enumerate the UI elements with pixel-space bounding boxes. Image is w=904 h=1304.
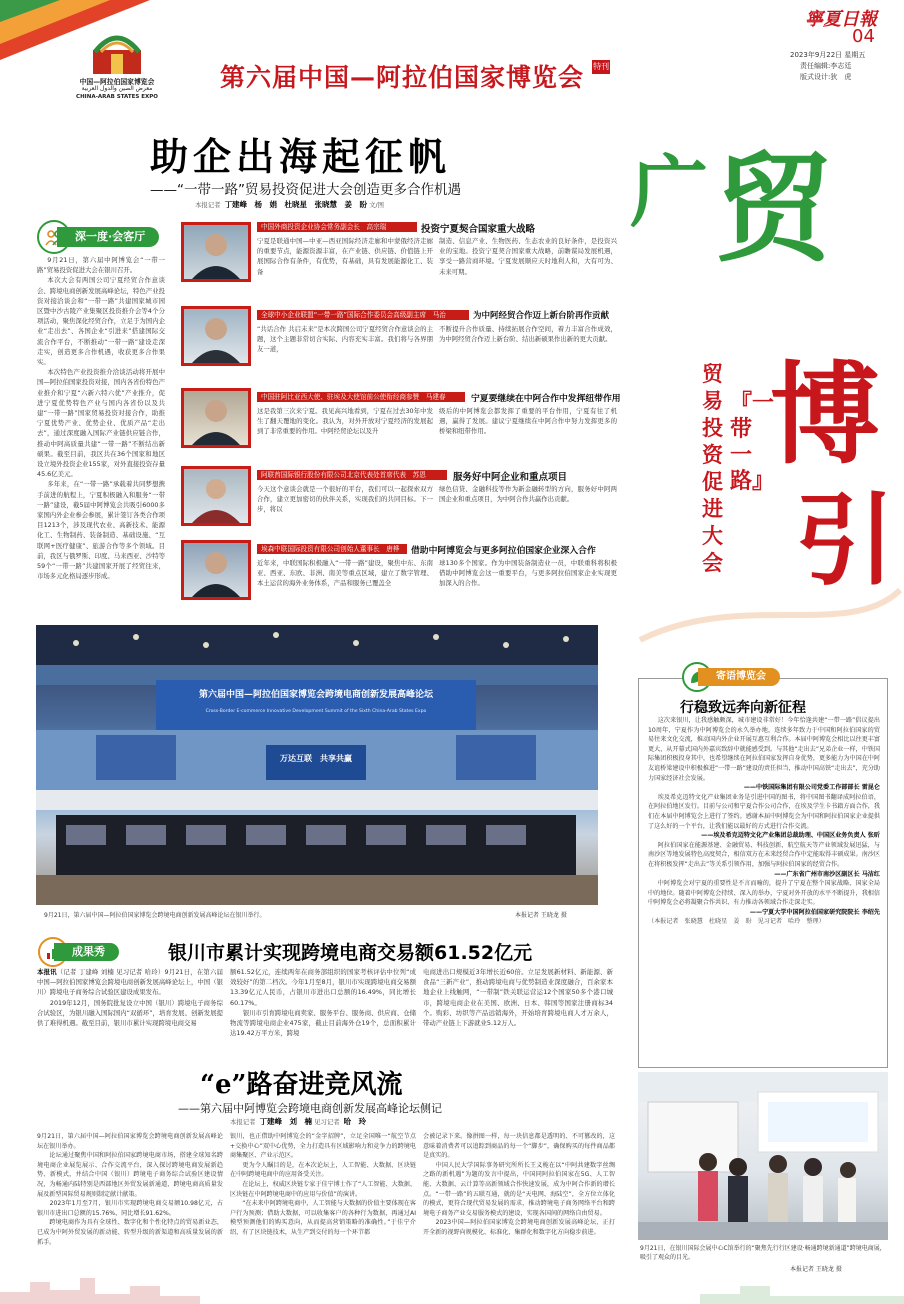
sidebar-sig-3: ——广东省广州市南沙区副区长 马洁红 (774, 870, 880, 878)
lead-para-1: 9月21日，第六届中阿博览会“一带一路”贸易投资促进大会在银川召开。 (37, 256, 165, 275)
logo-ar: معرض الصين والدول العربية (81, 85, 153, 92)
char-mao: 贸 (715, 139, 834, 278)
interview-3-right: 级后的中阿博览会都发挥了重要的平台作用，宁夏有往了机遇，赢得了发展。建议宁夏继续在中阿合作中努力发挥更多的桥梁和纽带作用。 (439, 407, 617, 436)
interview-1-right: 制造、信息产业、生物医药、生态农业的良好条件，是投资兴业的宝地。投资宁夏契合国家重大战略，前瞻谋局发展机遇，享受一路营商环境。宁夏发展顺应天时地利人和，大有可为、未来可期。 (439, 237, 617, 276)
lead-title: 助企出海起征帆 (150, 134, 452, 179)
interview-2-right: 不断提升合作质量、持续拓展合作空间，着力丰富合作成效，为中阿经贸合作迈上新台阶、结出新硕果作出新的更大贡献。 (439, 325, 617, 344)
sidebar-credit: （本报记者 张晓慧 杜晓星 姜 盼 见习记者 哈玲 整理） (648, 918, 825, 926)
sidebar-section-label: 寄语博览会 (698, 668, 780, 686)
portrait-1 (181, 222, 251, 282)
page-number: 04 (852, 26, 875, 47)
sidebar-text-2: 埃及希克迈特文化产业集团业务是引进中国的图书，将中国图书翻译成阿拉伯语，在阿拉伯地区发行。目前与公司和宁夏合作公司合作，在埃及学生卡书籍方面合作，我们在本届中阿博览会上进行了签约。感谢本届中阿博览会为中国和阿拉伯国家企业提供了这么好的一个平台，让我们能以最好的方式进行合作交流。 (648, 793, 880, 830)
a3-byline-last: 哈 玲 (343, 1117, 367, 1126)
portrait-2 (181, 306, 251, 366)
screen-bottom-text: 万达互联 共享共赢 (280, 754, 352, 763)
portrait-5 (181, 540, 251, 600)
interview-1 (181, 222, 618, 304)
expo-title-text: 第六届中国—阿拉伯国家博览会 (220, 63, 585, 92)
interview-2-left: “共话合作 共启未来”是本次跨国公司宁夏经贸合作意谈会的主题，这个主题非常切合实际、内容充实丰富。我们将与各界朋友一道， (257, 325, 433, 354)
interview-5-head: 借助中阿博览会与更多阿拉伯国家企业深入合作 (411, 546, 596, 556)
person-icon (184, 469, 248, 523)
interview-4-head: 服务好中阿企业和重点项目 (453, 472, 568, 483)
interview-3 (181, 388, 621, 464)
designer: 版式设计:狄 虎 (800, 73, 852, 81)
lead-para-4: 多年来，在“一带一路”承载着共同梦想携手前进的航程上，宁夏积极融入和服务“一带一路”建设，截5届中阿博览会共吸引6000多家国内外企业参会参展，累计签订各类合作项目1213个，涉及现代农业、高新技术、能源化工、生物制药、装备制造、基础设施、“互联网+医疗健康”、旅游合作等多个领域。目前，我区与俄罗斯、印度、马来西亚、沙特等59个“一带一路”共建国家开展了经贸往来，市场多元化格局逐步形成。 (37, 480, 165, 581)
showcase-col-1 (37, 967, 223, 1047)
person-icon (184, 543, 248, 597)
footer-skyline (0, 1264, 904, 1304)
interview-1-head: 投资宁夏契合国家重大战略 (421, 224, 536, 235)
byline-prefix: 本报记者 (195, 201, 221, 209)
interview-4-left: 今天这个意谈会就是一个很好的平台，我们可以一起探索双方合作，建立更加密切的伙伴关系，实现我们的共同目标。下一步，将以 (257, 485, 433, 514)
exhibition-illustration (638, 1072, 888, 1240)
showcase-title: 银川市累计实现跨境电商交易额61.52亿元 (168, 942, 533, 964)
expo-title (220, 58, 610, 94)
sidebar-body (648, 716, 880, 1066)
forum-photo (36, 625, 598, 905)
showcase-col-3: 电商进出口规模近3年增长近60倍。立足发展新材料、新能源、新食品“三新产业”，推动跨境电商与优势制造业深度融合，百余家本地企业上线触网，“一带制”铁关联运营运12个国家50多个港口城市，跨境电商企业在美国、欧洲、日本、韩国等国家注册商标34个。购彩、坊织等产品远销海外，开始培育跨境电商人才万余人，带动产业链上下游就业5.12万人。 (423, 968, 613, 1028)
photo1-caption: 9月21日，第六届中国—阿拉伯国家博览会跨境电商创新发展高峰论坛在银川举行。 (44, 912, 266, 919)
photo2-credit: 本报记者 王晓龙 摄 (790, 1266, 842, 1273)
char-yin: 引 (795, 481, 895, 599)
lead-byline (195, 199, 384, 210)
interview-2 (181, 306, 618, 382)
lead-para-3: 本次特色产业投资推介洽谈活动将开展中国—阿拉伯国家投资对接，国内各省份特色产业推介和宁夏“六新六特六优”产业推介，促进宁夏优势特色产业与国内各省份以及共建“一带一路”国家贸易投资对接合作，助推宁夏优势产业、优势企业、优质产品“走出去”，通过深度融入国际产业链供应链合作，推动中阿高质量共建“一带一路”不断结出新硕果。截至目前，我区共在36个国家和地区设立境外投资企业155家，对外直接投资存量45.6亿美元。 (37, 368, 165, 479)
interview-5-right: 球130多个国家。作为中国装备制造业一员，中联重科将积极借助中阿博览会这一重要平台，与更多阿拉伯国家企业实现更加深入的合作。 (439, 559, 617, 588)
section-badge-sidebar (682, 662, 780, 692)
interview-3-left: 这是我第三次来宁夏。我见高兴地看到，宁夏在过去30年中发生了翻天覆地的变化。我认为，对外开放对宁夏经济的发展起到了非常重要的作用。中阿经贸论坛以及升 (257, 407, 433, 436)
article3-col-2: 银川，也正借助中阿博览会的“金字招牌”，立足全国唯一“航空节点+交换中心”双中心优势，全力打造具有区域影响力和竞争力的跨境电商集聚区、产业示范区。 更为令人瞩目的是，在本次论坛上，人工智能、大数据、区块链在中阿跨境电商中的应用备受关注。 在论坛上，权威区块链专家于佳宁博士作了“人工智能、大数据、区块链在中阿跨境电商中的应用与价值”的演讲。 “在未来中阿跨境电商中，人工智能与大数据的价值主要体现在客户行为预测；借助大数据，可以收集客户的各种行为数据，再通过AI模型预测他们的购买意向，从而提高营销策略的准确性。”于佳宁介绍，有了区块链技术，从生产到交付的每一个环节都 (230, 1133, 416, 1236)
byline-names: 丁建峰 杨 娟 杜晓星 张晓慧 姜 盼 (224, 200, 368, 209)
article3-title: “e”路奋进竞风流 (200, 1070, 403, 1100)
section-badge-showcase (38, 937, 119, 967)
interview-3-head: 宁夏要继续在中阿合作中发挥纽带作用 (471, 394, 621, 404)
showcase-lead-tag: 本报讯 (37, 968, 57, 976)
char-bo: 博 (770, 350, 880, 479)
showcase-text-1: （记者 丁建峰 刘楠 见习记者 哈玲）9月21日，在第六届中国—阿拉伯国家博览会跨境电商创新发展高峰论坛上，中国（银川）跨境电子商务综合试验区建设成果发布。 2019年12月，国务院批复设立中国（银川）跨境电子商务综合试验区，为银川融入国际国内“双循环”，培育发展、创新发展提供了难得机遇。截至目前，银川市累计实现跨境电商交易 (37, 968, 223, 1028)
lead-para-2: 本次大会有两国公司宁夏经贸合作意谈会、跨境电商创新发展高峰论坛，特色产业投资对接洽谈会和“一带一路”共建国家城市园区暨中沙古陵产业集聚区投资推介会等4个分项活动，聚焦深化经贸合作，立足于为国内企业“走出去”、各国企业“引进来”搭建国际交流合作平台，不断推动“一带一路”建设走深走实，创造更多合作机遇，收获更多合作果实。 (37, 276, 165, 367)
interview-4 (181, 466, 618, 536)
person-icon (184, 225, 248, 279)
calligraphy-banner (620, 120, 904, 660)
interview-4-right: 绿色信贷、金融科技等作为新金融转型的方向，服务好中阿两国企业和重点项目，为中阿合作共赢作出贡献。 (439, 485, 617, 504)
paper-name: 寧夏日報 (805, 9, 877, 30)
interview-5-tag: 埃森中联国际投资有限公司创始人董事长 唐桦 (257, 544, 407, 554)
sidebar-text-4: 中阿博览会对宁夏的重要性是不言而喻的，提升了宁夏在整个国家战略、国家全局中的地位。随着中阿博览会持续、深入的举办，宁夏对外开放的水平不断提升，我相信中阿博览会必将凝聚合作共识、有力推动各领域合作走深走实。 (648, 880, 880, 907)
forum-hall-illustration (36, 625, 598, 905)
sidebar-text-1: 这次来银川，让我感触颇深，城市建设非常好！今年恰逢共建“一带一路”倡议提出10周年，宁夏作为中阿博览会的永久举办地，连续多年致力于中国和阿拉伯国家的贸易往来文化交流，推动国内外企业开展互惠互利合作。本届中阿博览会相比以往更丰富更大，从开幕式国内外嘉宾致辞中就能感受到。与其他“走出去”兄弟企业一样，中铁国际集团积极投身其中，也希望继续在阿拉伯国家发挥自身优势，更多能力为中国在中阿友谊桥梁建设中积极推进“一带一路”建设的责任担当，推动中国高铁“走出去”，充分助力国家经济社会发展。 (648, 717, 880, 782)
char-guang: 广 (630, 147, 709, 238)
interview-3-tag: 中国驻阿比亚西大使、驻埃及大使馆前公使衔经商参赞 马建春 (257, 392, 465, 402)
article3-byline (230, 1116, 366, 1127)
lead-left-column (37, 255, 165, 605)
article3-col-3: 会被记录下来。像拼图一样，每一块信息都是透明的、不可篡改的，这意味着消费者可以追踪到商品的每一个“脚步”，确保购买的每件商品都是真实的。 中国人民大学国际事务研究所所长王义桅在以“中阿共建数字丝绸之路的新机遇”为题的发言中提出，中国同阿拉伯国家在5G、人工智能、大数据、云计算等高新领域合作快速发展，成为中阿合作新的增长点。“一带一路”的五联互通，就的是“天电网、海陆空”，全方位立体化的模式，更符合现代贸易发展的需求，推动跨境电子商务网络平台和跨境电子商务产业交易服务模式的建设，实现各国间的网络自由贸易。 2023中国—阿拉伯国家博览会跨境电商创新发展高峰论坛，正打开全新的视野向规模化、标准化、集群化和数字化方向稳步前进。 (423, 1133, 615, 1236)
sidebar-sig-2: ——埃及希克迈特文化产业集团总裁助理、中国区业务负责人 张昕 (701, 832, 880, 840)
portrait-3 (181, 388, 251, 448)
article3-col-1: 9月21日，第六届中国—阿拉伯国家博览会跨境电商创新发展高峰论坛在银川举办。 论坛通过聚焦中国和阿拉伯国家跨境电商市场，搭建全球知名跨境电商企业展览展示、合作交流平台，深入探讨跨境电商发展新趋势、新模式，并结合中国（银川）跨境电子商务综合试验区建设情况，为畅通内陆特别是西部地区外贸发展新通道，跨境电商高质量发展及新型国际贸易规则制定献计献策。 2023年1月至7月，银川市实现跨境电商交易额10.98亿元，占银川市进出口总额的15.76%，同比增长91.62%。 跨境电商作为具有全球性、数字化和个性化特点的贸易新业态，已成为中阿外贸发展的新动能、转型升级的新渠道和高质量发展的新抓手。 (37, 1133, 223, 1246)
skyline-decoration (0, 1264, 904, 1304)
section-badge-deep (37, 220, 159, 254)
expo-logo (22, 30, 212, 104)
person-icon (184, 391, 248, 445)
interview-2-head: 为中阿经贸合作迈上新台阶再作贡献 (473, 311, 610, 321)
portrait-4 (181, 466, 251, 526)
exhibition-photo (638, 1072, 888, 1240)
sidebar-text-3: 阿拉伯国家在能源基建、金融贸易、科技创新、航空航天等产业领域发展迅猛，与南沙区等地发展特色高度契合，相信双方在未来经贸合作中定能取得丰硕成果。南沙区在将积极发挥“走出去”等关系引领作用，加强与阿拉伯国家的经贸合作。 (648, 841, 880, 868)
editor: 责任编辑:李志廷 (800, 62, 852, 70)
photo1-credit: 本报记者 王晓龙 摄 (515, 912, 567, 919)
expo-emblem-icon (87, 30, 147, 74)
interview-2-tag: 全球中小企业联盟“一带一路”国际合作委员会高级副主席 马治 (257, 310, 469, 320)
logo-en: CHINA-ARAB STATES EXPO (76, 94, 158, 100)
interview-5-left: 近年来，中联国际积极融入“一带一路”建设，聚焦中东、东南亚、西亚、东欧、非洲、南美等重点区域，建立了数字管理、本土运营的海外业务体系，产品和服务已覆盖全 (257, 559, 433, 588)
person-icon (184, 309, 248, 363)
interview-5 (181, 540, 618, 618)
byline-suffix: 文/图 (369, 201, 385, 209)
sidebar-sig-1: ——中铁国际集团有限公司党委工作部部长 雷昆仑 (743, 784, 880, 792)
article3-subtitle: ——第六届中阿博览会跨境电商创新发展高峰论坛侧记 (178, 1102, 442, 1115)
sidebar-title: 行稳致远奔向新征程 (680, 700, 806, 716)
a3-byline-names: 丁建峰 刘 楠 (259, 1117, 313, 1126)
logo-cn: 中国—阿拉伯国家博览会 (79, 78, 155, 86)
photo2-caption: 9月21日，在银川国际会展中心C馆举行的“聚焦先行行区建设·畅通跨境新通道”跨境电商展，吸引了观众的目光。 (640, 1245, 886, 1261)
lead-subtitle: ——“一带一路”贸易投资促进大会创造更多合作机遇 (150, 182, 461, 198)
interview-1-tag: 中国外商投资企业协会常务副会长 高宗瑞 (257, 222, 417, 232)
section-label: 深一度·会客厅 (57, 227, 159, 247)
screen-subtitle-en: Cross-Border E-commerce Innovative Development Summit of the Sixth China-Arab States Expo (205, 709, 427, 714)
banner-line2: 贸易投资促进大会 (702, 361, 723, 575)
banner-quote: 『一带一路』 (730, 390, 775, 494)
showcase-section-label: 成果秀 (54, 943, 119, 961)
showcase-col-2: 额61.52亿元，连续两年在商务部组织的国家考核评估中位列“成效较好”的第二档次。今年1月至8月，银川市实现跨境电商交易额13.39亿元人民币，占银川市进出口总额的16.49%，同比增长60.17%。 银川市引育跨境电商卖家、服务平台、服务商、供应商、仓储物流等跨境电商企业475家，截止目前海外仓19个，总面积累计达19.42万平方米，跨境 (230, 968, 416, 1038)
interview-4-tag: 阿联酋国际银行股份有限公司北京代表处首席代表 苏恩 (257, 470, 447, 480)
special-edition-badge: 特刊 (592, 60, 610, 74)
a3-byline-prefix: 本报记者 (230, 1118, 256, 1126)
issue-date: 2023年9月22日 星期五 (790, 51, 866, 59)
a3-byline-mid: 见习记者 (314, 1118, 340, 1126)
screen-title: 第六届中国—阿拉伯国家博览会跨境电商创新发展高峰论坛 (198, 690, 433, 700)
interview-1-left: 宁夏是联通中国—中亚—西亚国际经济走廊和中蒙俄经济走廊的重要节点，能源资源丰富，在产业链、供应链、价值链上开展国际合作有条件，有优势，有基础，具有发展能源化工、装备 (257, 237, 433, 276)
sidebar-sig-4: ——宁夏大学中国阿拉伯国家研究院院长 李绍先 (749, 908, 880, 916)
